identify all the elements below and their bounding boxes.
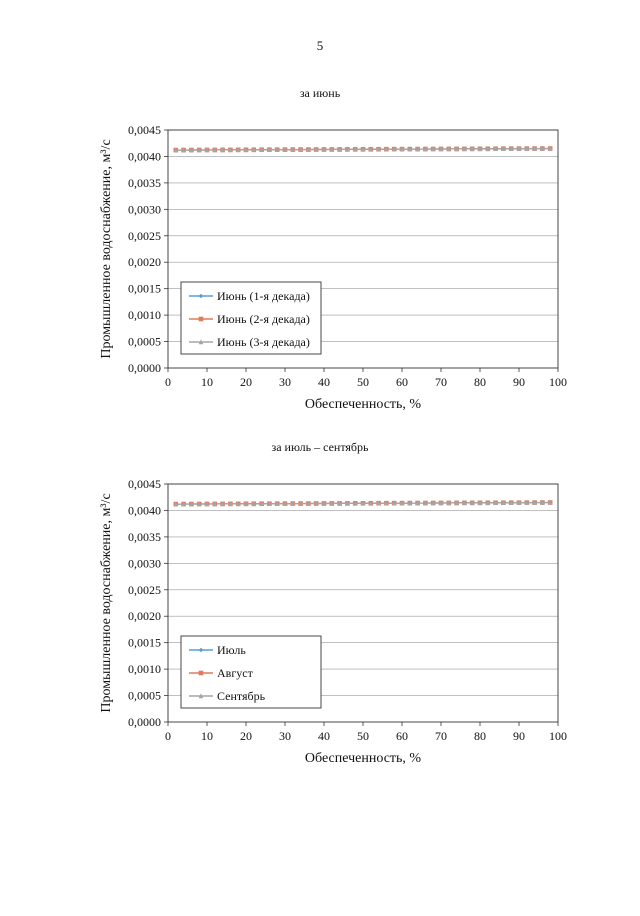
y-tick-label: 0,0000 (128, 361, 161, 375)
legend-label: Июнь (2-я декада) (217, 312, 310, 326)
y-tick-label: 0,0040 (128, 503, 161, 518)
legend-label: Июль (217, 643, 246, 657)
x-tick-label: 80 (474, 375, 486, 389)
x-tick-label: 60 (396, 729, 408, 743)
x-tick-label: 60 (396, 375, 408, 389)
y-tick-label: 0,0025 (128, 228, 161, 243)
y-axis-label: Промышленное водоснабжение, м³/с (99, 139, 114, 359)
chart-june (0, 112, 640, 422)
x-tick-label: 30 (279, 729, 291, 743)
y-tick-label: 0,0020 (128, 609, 161, 624)
y-tick-label: 0,0010 (128, 662, 161, 677)
y-tick-label: 0,0030 (128, 202, 161, 217)
x-tick-label: 40 (318, 729, 330, 743)
x-tick-label: 70 (435, 375, 447, 389)
y-tick-label: 0,0010 (128, 308, 161, 323)
page-number: 5 (316, 38, 324, 53)
x-tick-label: 0 (165, 729, 171, 743)
x-tick-label: 90 (513, 729, 525, 743)
legend-label: Июнь (3-я декада) (217, 335, 310, 349)
x-axis-label: Обеспеченность, % (304, 751, 422, 766)
y-tick-label: 0,0035 (128, 175, 161, 190)
y-tick-label: 0,0015 (128, 635, 161, 650)
y-tick-label: 0,0025 (128, 582, 161, 597)
y-tick-label: 0,0035 (128, 529, 161, 544)
x-tick-label: 10 (201, 375, 213, 389)
x-tick-label: 50 (357, 375, 369, 389)
legend-label: Июнь (1-я декада) (217, 289, 310, 303)
legend-label: Август (217, 666, 253, 680)
x-tick-label: 10 (201, 729, 213, 743)
x-tick-label: 100 (549, 729, 567, 743)
x-axis-label: Обеспеченность, % (304, 397, 422, 412)
y-tick-label: 0,0005 (128, 334, 161, 349)
x-tick-label: 50 (357, 729, 369, 743)
y-tick-label: 0,0020 (128, 255, 161, 270)
legend-label: Сентябрь (217, 689, 266, 703)
y-tick-label: 0,0030 (128, 556, 161, 571)
chart-title-july-september: за июль – сентябрь (271, 440, 369, 454)
y-tick-label: 0,0015 (128, 281, 161, 296)
x-tick-label: 40 (318, 375, 330, 389)
x-tick-label: 100 (549, 375, 567, 389)
y-tick-label: 0,0000 (128, 715, 161, 729)
legend-marker (199, 671, 204, 676)
chart-title-june: за июнь (299, 86, 341, 100)
y-axis-label: Промышленное водоснабжение, м³/с (99, 493, 114, 713)
x-tick-label: 0 (165, 375, 171, 389)
legend-marker (199, 317, 204, 322)
x-tick-label: 20 (240, 729, 252, 743)
x-tick-label: 70 (435, 729, 447, 743)
y-tick-label: 0,0045 (128, 477, 161, 491)
y-tick-label: 0,0005 (128, 688, 161, 703)
x-tick-label: 90 (513, 375, 525, 389)
x-tick-label: 30 (279, 375, 291, 389)
y-tick-label: 0,0045 (128, 123, 161, 137)
x-tick-label: 80 (474, 729, 486, 743)
x-tick-label: 20 (240, 375, 252, 389)
y-tick-label: 0,0040 (128, 149, 161, 164)
chart-july-september (0, 466, 640, 776)
